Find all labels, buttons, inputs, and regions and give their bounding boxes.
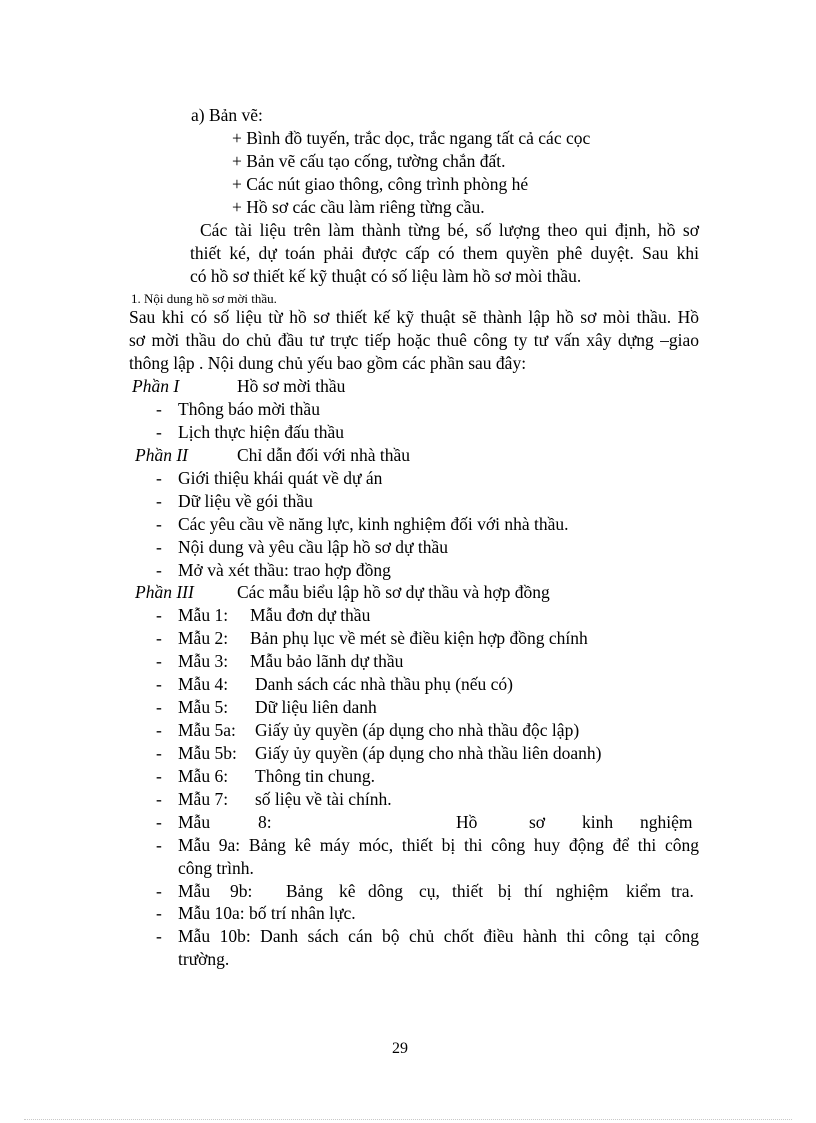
- form-text: Mẫu bảo lãnh dự thầu: [250, 651, 404, 671]
- list-item: Lịch thực hiện đấu thầu: [178, 422, 344, 442]
- form-code: Mẫu 5:: [178, 697, 229, 717]
- form-code: Mẫu 3:: [178, 651, 229, 671]
- dash-bullet: -: [156, 537, 162, 557]
- form-text-word: nghiệm: [640, 812, 693, 832]
- form-text-word: thiết: [452, 881, 484, 901]
- dash-bullet: -: [156, 697, 162, 717]
- dash-bullet: -: [156, 628, 162, 648]
- form-text: Bản phụ lục về mét sè điều kiện hợp đồng chính: [250, 628, 588, 648]
- dash-bullet: -: [156, 743, 162, 763]
- part-label: Phần I: [132, 376, 180, 396]
- section-a-item: + Bình đồ tuyến, trắc dọc, trắc ngang tất cả các cọc: [232, 128, 591, 148]
- form-text-word: sơ: [529, 812, 546, 832]
- part-label: Phần II: [135, 445, 188, 465]
- form-text-word: tra.: [671, 881, 694, 901]
- form-text-word: Bảng: [286, 881, 323, 901]
- dash-bullet: -: [156, 881, 162, 901]
- dash-bullet: -: [156, 720, 162, 740]
- section-a-item: + Hồ sơ các cầu làm riêng từng cầu.: [232, 197, 485, 217]
- part-label: Phần III: [135, 582, 194, 602]
- form-text-word: cụ,: [419, 881, 440, 901]
- form-code: 9b:: [230, 881, 253, 901]
- dash-bullet: -: [156, 491, 162, 511]
- list-item: Mở và xét thầu: trao hợp đồng: [178, 560, 391, 580]
- dash-bullet: -: [156, 789, 162, 809]
- dash-bullet: -: [156, 812, 162, 832]
- form-code: Mẫu 7:: [178, 789, 229, 809]
- dash-bullet: -: [156, 766, 162, 786]
- section-a-item: + Bản vẽ cấu tạo cống, tường chắn đất.: [232, 151, 506, 171]
- list-item: Thông báo mời thầu: [178, 399, 320, 419]
- section-a-item: + Các nút giao thông, công trình phòng hé: [232, 174, 529, 194]
- section-1-heading: 1. Nội dung hồ sơ mời thầu.: [131, 291, 277, 306]
- part-title: Các mẫu biểu lập hồ sơ dự thầu và hợp đồng: [237, 582, 550, 602]
- form-text: Dữ liệu liên danh: [255, 697, 377, 717]
- dash-bullet: -: [156, 651, 162, 671]
- form-text: Thông tin chung.: [255, 766, 376, 786]
- dash-bullet: -: [156, 926, 162, 946]
- form-code: Mẫu 2:: [178, 628, 229, 648]
- form-code: Mẫu 6:: [178, 766, 229, 786]
- dash-bullet: -: [156, 605, 162, 625]
- section-1-intro-line: sơ mời thầu do chủ đầu tư trực tiếp hoặc thuê công ty tư vấn xây dựng –giao: [129, 330, 699, 350]
- form-text: Danh sách các nhà thầu phụ (nếu có): [255, 674, 514, 694]
- dash-bullet: -: [156, 468, 162, 488]
- form-code: 8:: [258, 812, 272, 832]
- dash-bullet: -: [156, 835, 162, 855]
- form-code: Mẫu 4:: [178, 674, 229, 694]
- form-text-word: thí: [524, 881, 543, 901]
- list-item: Nội dung và yêu cầu lập hồ sơ dự thầu: [178, 537, 449, 557]
- list-item: Mẫu 10b: Danh sách cán bộ chủ chốt điều hành thi công tại công: [178, 926, 699, 946]
- form-text-word: Hồ: [456, 812, 478, 832]
- form-text-word: nghiệm: [556, 881, 609, 901]
- list-item-continuation: trường.: [178, 949, 230, 969]
- form-text-word: kiểm: [626, 881, 661, 901]
- dash-bullet: -: [156, 422, 162, 442]
- form-text-word: kinh: [582, 812, 614, 832]
- dash-bullet: -: [156, 399, 162, 419]
- section-1-intro-line: thông lập . Nội dung chủ yếu bao gồm các phần sau đây:: [129, 353, 527, 373]
- list-item: Giới thiệu khái quát về dự án: [178, 468, 383, 488]
- form-text: Giấy ủy quyền (áp dụng cho nhà thầu độc lập): [255, 720, 580, 740]
- part-title: Chỉ dẫn đối với nhà thầu: [237, 445, 411, 465]
- form-text: Mẫu đơn dự thầu: [250, 605, 371, 625]
- page-number: 29: [392, 1040, 408, 1057]
- list-item-continuation: công trình.: [178, 858, 254, 878]
- form-code: Mẫu 5b:: [178, 743, 237, 763]
- list-item: Dữ liệu về gói thầu: [178, 491, 313, 511]
- list-item: Các yêu cầu về năng lực, kinh nghiệm đối với nhà thầu.: [178, 514, 569, 534]
- section-a-paragraph-line: có hồ sơ thiết kế kỹ thuật có số liệu làm hồ sơ mòi thầu.: [190, 266, 582, 286]
- form-code: Mẫu: [178, 812, 211, 832]
- dash-bullet: -: [156, 674, 162, 694]
- form-text-word: kê: [339, 881, 356, 901]
- page-bottom-divider: [24, 1119, 792, 1120]
- section-a-paragraph-line: Các tài liệu trên làm thành từng bé, số lượng theo qui định, hồ sơ: [200, 220, 699, 240]
- part-title: Hồ sơ mời thầu: [237, 376, 346, 396]
- form-code: Mẫu 5a:: [178, 720, 236, 740]
- section-a-heading: a) Bản vẽ:: [191, 105, 263, 125]
- section-1-intro-line: Sau khi có số liệu từ hồ sơ thiết kế kỹ thuật sẽ thành lập hồ sơ mòi thầu. Hồ: [129, 307, 699, 327]
- dash-bullet: -: [156, 903, 162, 923]
- form-text-word: dông: [368, 881, 403, 901]
- form-code: Mẫu 1:: [178, 605, 229, 625]
- list-item: Mẫu 10a: bố trí nhân lực.: [178, 903, 356, 923]
- section-a-paragraph-line: thiết ké, dự toán phải được cấp có them quyền phê duyệt. Sau khi: [190, 243, 699, 263]
- dash-bullet: -: [156, 560, 162, 580]
- form-text: số liệu về tài chính.: [255, 789, 392, 809]
- form-code: Mẫu: [178, 881, 211, 901]
- dash-bullet: -: [156, 514, 162, 534]
- list-item: Mẫu 9a: Bảng kê máy móc, thiết bị thi công huy động để thi công: [178, 835, 699, 855]
- form-text: Giấy ủy quyền (áp dụng cho nhà thầu liên doanh): [255, 743, 602, 763]
- form-text-word: bị: [498, 881, 512, 901]
